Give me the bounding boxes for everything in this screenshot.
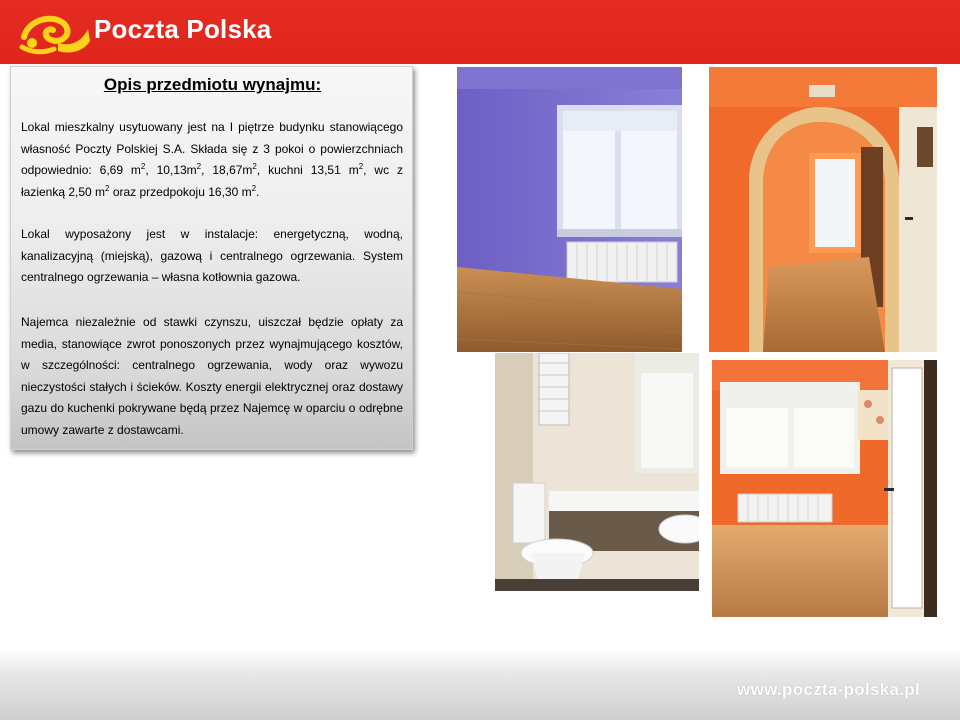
p1-text-c: , 18,67m	[201, 163, 253, 177]
p1-sup-3: 2	[252, 162, 257, 171]
room-purple-photo	[457, 67, 682, 352]
paragraph-area-description	[21, 117, 403, 203]
room-orange-photo	[712, 360, 937, 617]
paragraph-fees: Najemca niezależnie od stawki czynszu, uiszczał będzie opłaty za media, stanowiące zwrot ponoszonych przez wynajmującego kosztów, w szczególności: centralnego ogrzewania, wody oraz wywozu nieczystości stałych i ścieków. Koszty energii elektrycznej oraz dostawy gazu do kuchenki pokrywane będą przez Najemcę w oparciu o odrębne umowy zawarte z dostawcami.	[21, 315, 403, 437]
description-panel	[10, 66, 413, 450]
p1-text-d: , kuchni 13,51 m	[256, 163, 359, 177]
panel-title: Opis przedmiotu wynajmu:	[103, 75, 322, 94]
p1-sup-1: 2	[140, 162, 146, 171]
bathroom-photo	[495, 353, 699, 591]
footer-website-url[interactable]: www.poczta-polska.pl	[737, 680, 920, 699]
p1-text-b: , 10,13m	[145, 163, 197, 177]
brand-name: Poczta Polska	[94, 14, 272, 44]
p1-sup-2: 2	[196, 162, 202, 171]
p1-text-a: Lokal mieszkalny usytuowany jest na I piętrze budynku stanowiącego własność Poczty Polskiej S.A. Składa się z 3 pokoi o powierzchniach odpowiednio: 6,69 m	[21, 120, 403, 177]
p1-text-f: oraz przedpokoju 16,30 m	[109, 184, 252, 199]
p1-text-g: .	[256, 184, 260, 199]
p1-sup-5: 2	[105, 183, 110, 193]
p1-sup-6: 2	[251, 183, 257, 193]
header-bar	[0, 0, 960, 64]
p1-text-e: , wc z łazienką 2,50 m	[21, 163, 404, 199]
poczta-polska-horn-logo-icon	[18, 7, 92, 59]
paragraph-installations: Lokal wyposażony jest w instalacje: energetyczną, wodną, kanalizacyjną (miejską), gazową i centralnego ogrzewania. System centralnego ogrzewania – własna kotłownia gazowa.	[21, 227, 403, 284]
hallway-arch-photo	[709, 67, 937, 352]
p1-sup-4: 2	[358, 162, 364, 171]
